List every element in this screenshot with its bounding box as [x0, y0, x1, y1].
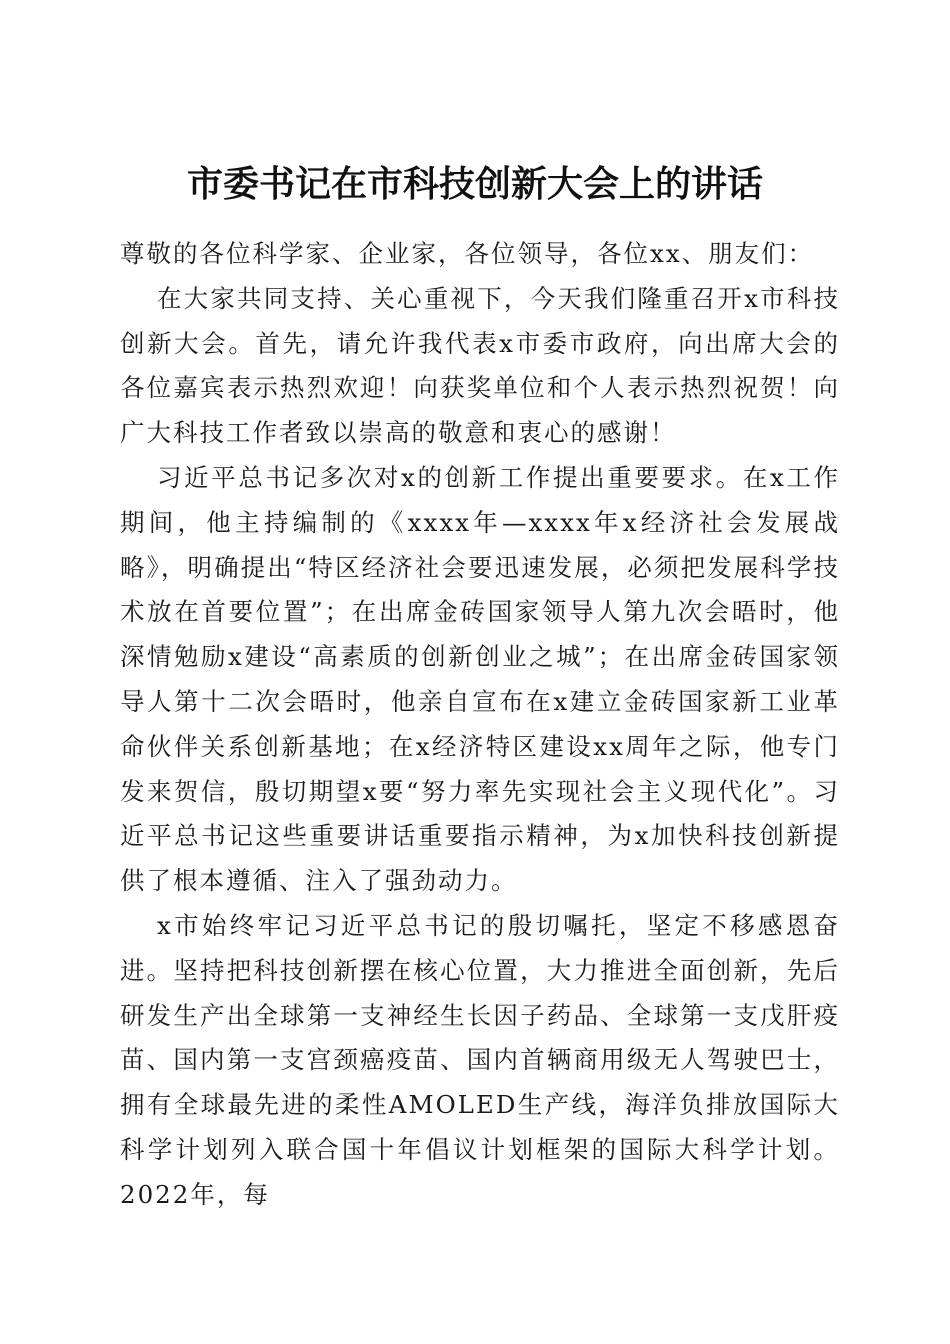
- paragraph-achievements: x市始终牢记习近平总书记的殷切嘱托，坚定不移感恩奋进。坚持把科技创新摆在核心位置，大力推进全面创新，先后研发生产出全球第一支神经生长因子药品、全球第一支戊肝疫苗、国内第一支宫颈癌疫苗、国内首辆商用级无人驾驶巴士，拥有全球最先进的柔性AMOLED生产线，海洋负排放国际大科学计划列入联合国十年倡议计划框架的国际大科学计划。2022年，每: [120, 910, 840, 1209]
- paragraph-xi-requirements: 习近平总书记多次对x的创新工作提出重要要求。在x工作期间，他主持编制的《xxxx年—xxxx年x经济社会发展战略》，明确提出“特区经济社会要迅速发展，必须把发展科学技术放在首要位置”；在出席金砖国家领导人第九次会晤时，他深情勉励x建设“高素质的创新创业之城”；在出席金砖国家领导人第十二次会晤时，他亲自宣布在x建立金砖国家新工业革命伙伴关系创新基地；在x经济特区建设xx周年之际，他专门发来贺信，殷切期望x要“努力率先实现社会主义现代化”。习近平总书记这些重要讲话重要指示精神，为x加快科技创新提供了根本遵循、注入了强劲动力。: [120, 462, 840, 896]
- paragraph-opening: 在大家共同支持、关心重视下，今天我们隆重召开x市科技创新大会。首先，请允许我代表x市委市政府，向出席大会的各位嘉宾表示热烈欢迎！向获奖单位和个人表示热烈祝贺！向广大科技工作者致以崇高的敬意和衷心的感谢！: [120, 283, 840, 448]
- document-title: 市委书记在市科技创新大会上的讲话: [186, 163, 763, 206]
- document-body: [120, 232, 840, 1218]
- salutation: 尊敬的各位科学家、企业家，各位领导，各位xx、朋友们：: [120, 239, 815, 268]
